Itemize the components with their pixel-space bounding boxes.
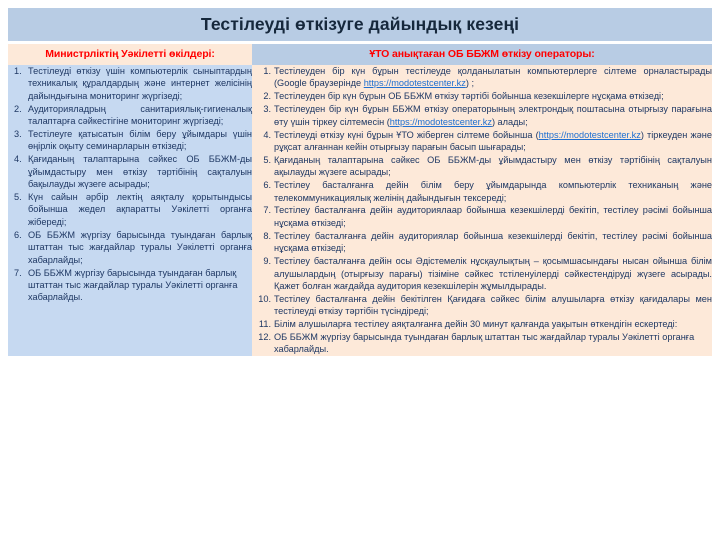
column-header-operator-label: ҰТО анықтаған ОБ ББЖМ өткізу операторы: [369,48,595,60]
list-item: Тестілеу басталғанға дейін аудиториялаар бойынша кезекшілерді бекітіп, тестілеу рәсімі бойынша нұсқама өткізеді; [274,205,712,228]
column-header-operator-cell [252,44,712,65]
list-item: Тестілеуден бір күн бұрын ОБ ББЖМ өткізу тәртібі бойынша кезекшілерге нұсқама өткізеді; [274,91,664,102]
list-item: Қағиданың талаптарына сәйкес ОБ ББЖМ-ды ұйымдастыру мен өткізу тәртібінің сақталуын бақылауды жүзеге асырады; [28,154,252,190]
responsibilities-table [8,44,712,356]
list-item: Тестілеу басталғанға дейін бекітілген Қағидаға сәйкес білім алушыларға өткізу қағидалары мен тестілеуді өткізу тәртібін түсіндіреді; [274,293,712,317]
list-item: Білім алушыларға тестілеу аяқталғанға дейін 30 минут қалғанда уақытын өткендігін ескертеді: [274,319,678,330]
list-item: Аудиторияладрың санитариялық-гигиеналық талаптарға сәйкестігіне мониторинг жүргізеді; [28,103,252,127]
list-item: ОБ ББЖМ жүргізу барысында туындаған барлық штаттан тыс жағдайлар туралы Уәкілетті органға хабарлайды; [28,229,252,265]
external-link[interactable]: https://modotestcenter.kz [363,78,466,89]
column-header-ministry-label: Министрліктің Уәкілетті өкілдері: [45,48,215,60]
list-item: Қағиданың талаптарына сәйкес ОБ ББЖМ-ды ұйымдастыру мен өткізу тәртібінің сақталуын ақылауды жүзеге асырады; [274,154,712,178]
responsibilities-table-wrapper [8,44,712,356]
list-item: Тестілеуді өткізу күні бұрын ҰТО жіберген сілтеме бойынша (https://modotestcenter.kz) тіркеуден және рұқсат алғаннан кейін отырғызу парағын басып шығарады; [274,129,712,152]
column-header-ministry-cell [8,44,252,65]
external-link[interactable]: https://modotestcenter.kz [389,116,492,127]
slide-title-banner [8,8,712,41]
ministry-duties-cell [8,65,252,356]
ministry-duties-list [8,65,252,304]
list-item: Тестілеу басталғанға дейін білім беру ұйымдарында компьютерлік техниканың және телекоммуникациялық желінің дайындығын тексереді; [274,180,712,203]
list-item: Тестілеуден бір күн бұрын тестілеуде қолданылатын компьютерлерге сілтеме орналастырады (Google браузерінде https://modotestcenter.kz) ; [274,66,712,89]
list-item: Тестілеу басталғанға дейін осы Әдістемелік нұсқаулықтың – қосымшасындағы нысан ойынша білім алушылардың (отырғызу парағы) тізіміне сәйкес тстіленуілерді сәйкестендіруді жүзеге асырады. Қажет болған жағдайда аудитория кезекшілерін жұмылдырады. [274,256,712,291]
table-header-row [8,44,712,65]
table-body-row [8,65,712,356]
external-link[interactable]: https://modotestcenter.kz [538,129,641,140]
list-item: Тестілеу басталғанға дейін аудиториялар бойынша кезекшілерді бекітіп, тестілеу рәсімі бойынша нұсқама өткізеді; [274,230,712,254]
list-item: ОБ ББЖМ жүргізу барысында туындаған барлық штаттан тыс жағдайлар туралы Уәкілетті органға хабарлайды. [274,332,695,355]
list-item: Тестілеуден бір күн бұрын ББЖМ өткізу операторының электрондық поштасына отырғызу парағына өту үшін тіркеу сілтемесін (https://modotestcenter.kz) алады; [274,104,712,127]
list-item: Тестілеуге қатысатын білім беру ұйымдары үшін өңірлік оқыту семинарларын өткізеді; [28,129,252,152]
operator-duties-cell [252,65,712,356]
page-title: Тестілеуді өткізуге дайындық кезеңі [200,14,520,34]
list-item: Күн сайын әрбір лектің аяқталу қорытындысы бойынша жедел ақпаратты Уәкілетті органға жібереді; [28,192,252,227]
operator-duties-list [252,65,712,356]
list-item: Тестілеуді өткізу үшін компьютерлік сыныптардың техникалық құралдардың және интернет желісінің дайындығына мониторинг жүргізеді; [28,66,252,101]
list-item: ОБ ББЖМ жүргізу барысында туындаған барлық штаттан тыс жағдайлар туралы Уәкілетті органға хабарлайды. [28,267,238,303]
